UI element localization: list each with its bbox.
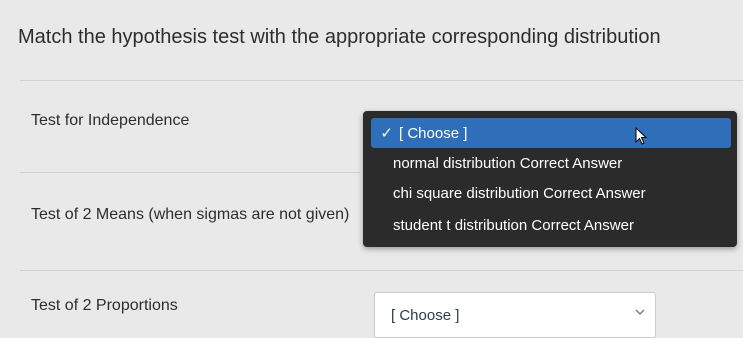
dropdown-option-choose-label: [ Choose ] — [399, 124, 468, 142]
dropdown-option-normal[interactable]: normal distribution Correct Answer — [393, 155, 623, 172]
divider — [20, 80, 743, 81]
dropdown-option-student-t[interactable]: student t distribution Correct Answer — [393, 217, 634, 234]
select-value: [ Choose ] — [391, 307, 460, 324]
answer-select-two-proportions[interactable] — [374, 292, 656, 338]
dropdown-option-choose[interactable] — [371, 118, 731, 148]
answer-dropdown-menu[interactable] — [363, 111, 737, 247]
row-label-independence: Test for Independence — [31, 112, 190, 129]
row-label-two-means: Test of 2 Means (when sigmas are not given) — [31, 206, 350, 223]
divider — [20, 270, 743, 271]
dropdown-option-chi-square[interactable]: chi square distribution Correct Answer — [393, 185, 646, 202]
row-label-two-proportions: Test of 2 Proportions — [31, 297, 178, 314]
divider — [20, 172, 360, 173]
check-icon: ✓ — [380, 125, 393, 142]
question-text: Match the hypothesis test with the appropriate corresponding distribution — [18, 26, 661, 48]
mouse-cursor-icon — [635, 127, 649, 145]
chevron-down-icon — [635, 307, 645, 317]
